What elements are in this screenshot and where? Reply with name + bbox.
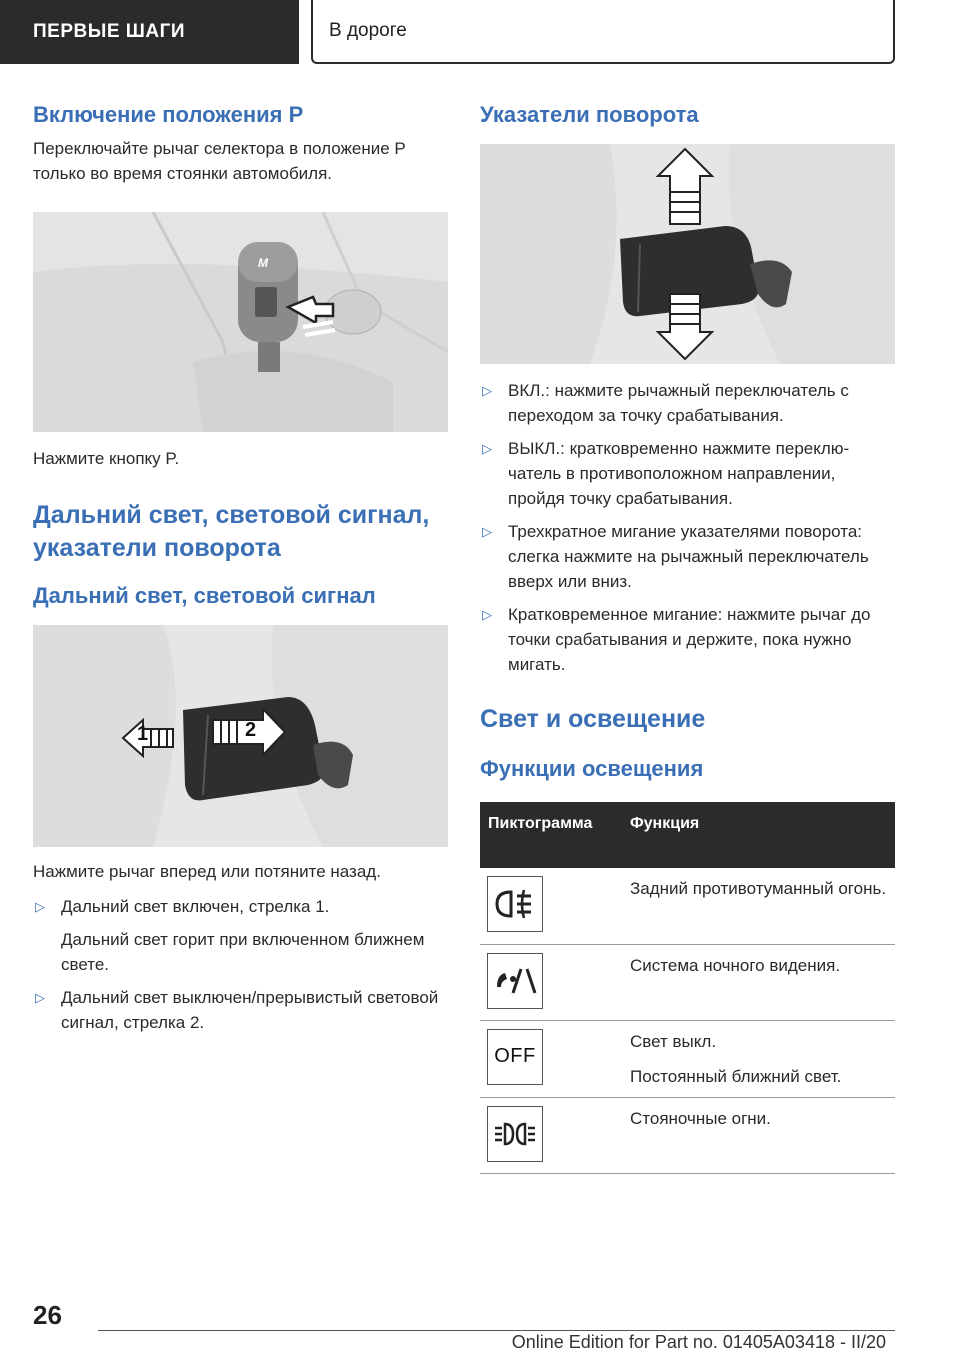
table-header <box>480 802 895 868</box>
lighting-functions-heading: Функции освещения <box>480 756 704 781</box>
table-row <box>480 868 895 944</box>
lighting-table <box>480 802 895 1174</box>
list-item: ▷ ВКЛ.: нажмите рычажный переключатель с переходом за точку срабатывания. <box>480 378 895 428</box>
triangle-bullet-icon: ▷ <box>482 524 492 539</box>
turn-signal-list <box>480 378 895 677</box>
right-column <box>480 100 895 1174</box>
rear-fog-light-icon <box>487 876 543 932</box>
left-column <box>33 100 448 1043</box>
arrow-label-1: 1 <box>137 723 149 745</box>
p-position-heading: Включение положения P <box>33 102 304 127</box>
turn-signal-lever-image <box>480 144 895 364</box>
p-position-text: Переключайте рычаг селектора в положение P только во время стоянки автомобиля. <box>33 139 406 183</box>
function-text: Задний противотуманный огонь. <box>622 868 895 944</box>
triangle-bullet-icon: ▷ <box>35 990 45 1005</box>
high-beam-heading: Дальний свет, световой сигнал <box>33 583 376 608</box>
off-icon-label: OFF <box>494 1045 536 1067</box>
main-heading: Дальний свет, световой сигнал, указатели поворота <box>33 501 430 562</box>
triangle-bullet-icon: ▷ <box>482 607 492 622</box>
function-text: Система ночного видения. <box>622 944 895 1020</box>
list-item: ▷ Дальний свет выключен/прерывистый световой сигнал, стрелка 2. <box>33 985 448 1035</box>
table-row <box>480 944 895 1020</box>
turn-signal-heading: Указатели поворота <box>480 102 699 127</box>
high-beam-lever-image <box>33 625 448 847</box>
triangle-bullet-icon: ▷ <box>482 441 492 456</box>
high-beam-caption: Нажмите рычаг вперед или потяните назад. <box>33 862 381 881</box>
parking-lights-icon <box>487 1106 543 1162</box>
function-text-group <box>622 1020 895 1097</box>
triangle-bullet-icon: ▷ <box>35 899 45 914</box>
list-item: ▷ Трехкратное мигание указателями поворота: слегка нажмите на рычажный переключатель вверх или вниз. <box>480 519 895 594</box>
list-item: ▷ Дальний свет включен, стрелка 1. <box>33 894 448 919</box>
chapter-tab: ПЕРВЫЕ ШАГИ <box>0 0 299 64</box>
p-caption: Нажмите кнопку P. <box>33 449 180 468</box>
arrow-label-2: 2 <box>245 719 257 741</box>
triangle-bullet-icon: ▷ <box>482 383 492 398</box>
page-number: 26 <box>33 1300 62 1330</box>
gear-selector-image <box>33 212 448 432</box>
high-beam-list <box>33 894 448 919</box>
col-pictogram: Пиктограмма <box>480 802 622 868</box>
high-beam-list-2 <box>33 985 448 1035</box>
table-row <box>480 1020 895 1097</box>
table-row <box>480 1097 895 1173</box>
section-title: В дороге <box>311 0 895 64</box>
footer-divider <box>98 1330 895 1331</box>
svg-text:M: M <box>258 256 268 270</box>
function-text-2: Постоянный ближний свет. <box>630 1066 842 1086</box>
footer-edition: Online Edition for Part no. 01405A03418 - II/20 <box>511 1332 886 1352</box>
off-icon <box>487 1029 543 1085</box>
night-vision-icon <box>487 953 543 1009</box>
function-text: Стояночные огни. <box>622 1097 895 1173</box>
col-function: Функция <box>622 802 895 868</box>
list-item: ▷ Кратковременное мигание: нажмите рычаг до точки срабатывания и держите, пока нужно мигать. <box>480 602 895 677</box>
function-text: Свет выкл. <box>630 1031 717 1051</box>
high-beam-note: Дальний свет горит при включенном ближнем свете. <box>61 930 425 974</box>
list-item: ▷ ВЫКЛ.: кратковременно нажмите переключатель в противоположном направлении, пройдя точку срабатывания. <box>480 436 895 511</box>
light-heading: Свет и освещение <box>480 705 706 733</box>
